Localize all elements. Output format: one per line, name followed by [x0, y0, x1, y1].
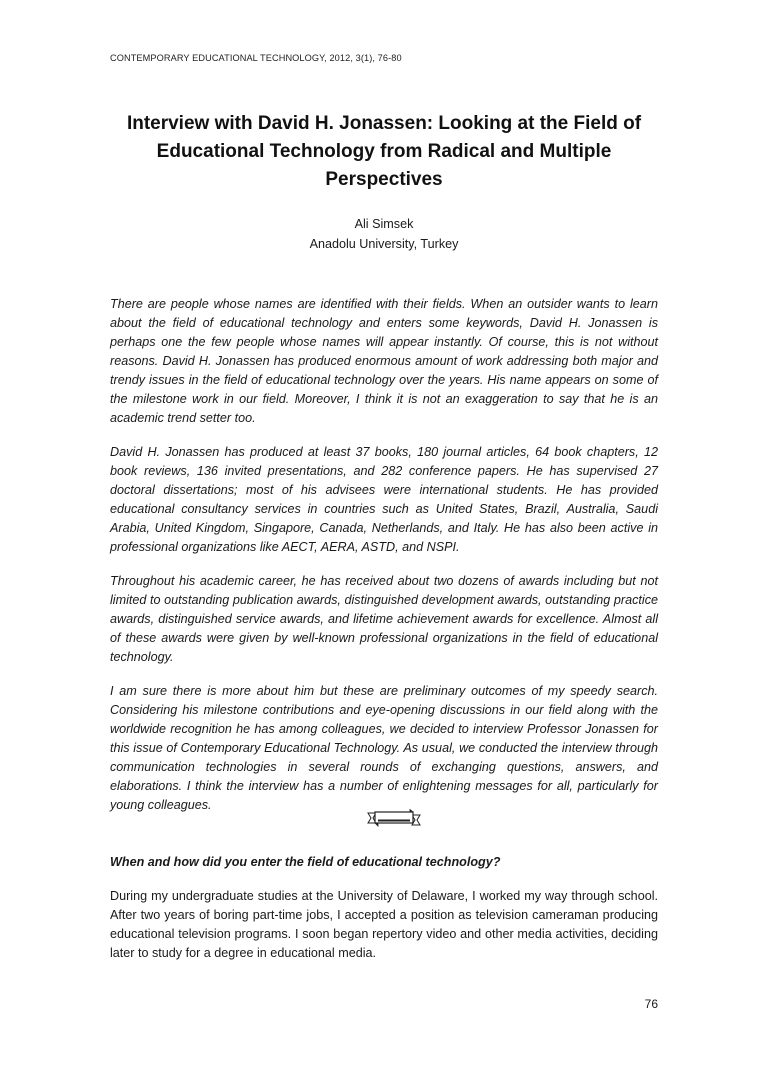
running-header: CONTEMPORARY EDUCATIONAL TECHNOLOGY, 2012, 3(1), 76-80: [110, 53, 402, 63]
author-name: Ali Simsek: [354, 217, 414, 231]
introduction: [110, 295, 658, 830]
intro-paragraph-2: David H. Jonassen has produced at least 37 books, 180 journal articles, 64 book chapters, 12 book reviews, 136 invited presentations, and 282 conference papers. He has supervised 27 doctoral dissertations; most of his advisees were international students. He has provided educational consultancy services in countries such as United States, Brazil, Australia, Saudi Arabia, United Kingdom, Singapore, Canada, Netherlands, and Italy. He has also been active in professional organizations like AECT, AERA, ASTD, and NSPI.: [110, 445, 658, 554]
interview-question-1: When and how did you enter the field of educational technology?: [110, 855, 501, 869]
title-line-1: Interview with David H. Jonassen: Looking at the Field of: [126, 113, 642, 134]
author-affiliation: Anadolu University, Turkey: [309, 237, 459, 251]
intro-paragraph-1: There are people whose names are identified with their fields. When an outsider wants to learn about the field of educational technology and enters some keywords, David H. Jonassen is perhaps one the few people whose names will appear instantly. Of course, this is not without reasons. David H. Jonassen has produced enormous amount of work addressing both major and trendy issues in the field of educational technology over the years. His name appears on some of the milestone work in our field. Moreover, I think it is not an exaggeration to say that he is an academic trend setter too.: [110, 297, 658, 425]
interview-answer: [110, 887, 658, 978]
title-line-2: Educational Technology from Radical and Multiple Perspectives: [156, 141, 612, 190]
scroll-banner-icon: [366, 809, 422, 829]
intro-paragraph-4: I am sure there is more about him but these are preliminary outcomes of my speedy search. Considering his milestone contributions and eye-opening discussions in our field along with the worldwide recognition he has among colleagues, we decided to interview Professor Jonassen for this issue of Contemporary Educational Technology. As usual, we conducted the interview through communication technologies in several rounds of exchanging questions, answers, and elaborations. I think the interview has a number of enlightening messages for all, particularly for young colleagues.: [110, 684, 658, 812]
author-block: [110, 214, 658, 254]
article-title: [100, 110, 668, 194]
page-number: 76: [644, 997, 658, 1011]
answer-paragraph-1: During my undergraduate studies at the University of Delaware, I worked my way through school. After two years of boring part-time jobs, I accepted a position as television cameraman producing educational television programs. I soon began repertory video and other media activities, deciding later to study for a degree in educational media.: [110, 889, 658, 960]
intro-paragraph-3: Throughout his academic career, he has received about two dozens of awards including but not limited to outstanding publication awards, distinguished development awards, outstanding practice awards, distinguished service awards, and lifetime achievement awards for excellence. Almost all of these awards were given by well-known professional organizations in the field of educational technology.: [110, 574, 658, 664]
